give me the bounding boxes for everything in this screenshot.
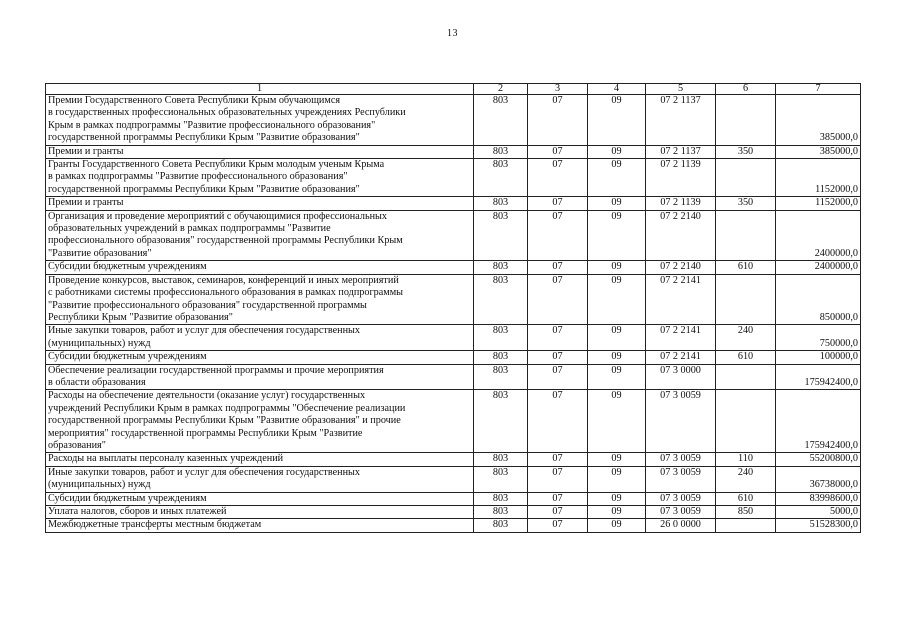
expense-name-line: Организация и проведение мероприятий с обучающимися профессиональных [48, 210, 387, 222]
expense-type-cell: 350 [716, 145, 776, 158]
expense-type-cell: 850 [716, 506, 776, 519]
section-code-cell: 07 [528, 261, 588, 274]
expense-type-cell: 240 [716, 466, 776, 492]
expense-name-cell [46, 159, 474, 197]
amount-cell: 385000,0 [776, 95, 861, 146]
section-code-cell: 07 [528, 95, 588, 146]
expense-name-cell [46, 453, 474, 466]
amount-cell: 1152000,0 [776, 159, 861, 197]
target-article-cell: 07 2 1139 [646, 197, 716, 210]
column-header: 2 [474, 84, 528, 95]
expense-type-cell [716, 390, 776, 453]
subsection-code-cell: 09 [588, 145, 646, 158]
expense-type-cell: 610 [716, 492, 776, 505]
expense-name-line: Республики Крым "Развитие образования" [48, 311, 233, 323]
amount-cell: 83998600,0 [776, 492, 861, 505]
amount-cell: 175942400,0 [776, 390, 861, 453]
administrator-code-cell: 803 [474, 364, 528, 390]
amount-cell: 5000,0 [776, 506, 861, 519]
amount-cell: 385000,0 [776, 145, 861, 158]
administrator-code-cell: 803 [474, 197, 528, 210]
column-header: 6 [716, 84, 776, 95]
administrator-code-cell: 803 [474, 261, 528, 274]
subsection-code-cell: 09 [588, 210, 646, 261]
target-article-cell: 07 2 1139 [646, 159, 716, 197]
amount-cell: 850000,0 [776, 274, 861, 325]
expense-name-cell [46, 466, 474, 492]
section-code-cell: 07 [528, 159, 588, 197]
table-row [46, 274, 861, 325]
section-code-cell: 07 [528, 274, 588, 325]
table-row [46, 506, 861, 519]
subsection-code-cell: 09 [588, 466, 646, 492]
section-code-cell: 07 [528, 145, 588, 158]
expense-name-cell [46, 492, 474, 505]
expense-name-line: Премии и гранты [48, 145, 124, 157]
column-header: 3 [528, 84, 588, 95]
column-header: 7 [776, 84, 861, 95]
expense-type-cell [716, 95, 776, 146]
administrator-code-cell: 803 [474, 351, 528, 364]
target-article-cell: 07 3 0059 [646, 492, 716, 505]
table-row [46, 351, 861, 364]
section-code-cell: 07 [528, 351, 588, 364]
subsection-code-cell: 09 [588, 159, 646, 197]
expense-name-cell [46, 145, 474, 158]
table-row [46, 519, 861, 532]
table-row [46, 364, 861, 390]
expense-name-line: Субсидии бюджетным учреждениям [48, 261, 207, 273]
section-code-cell: 07 [528, 492, 588, 505]
amount-cell: 1152000,0 [776, 197, 861, 210]
expense-name-line: образования" [48, 439, 106, 451]
target-article-cell: 07 2 2141 [646, 274, 716, 325]
expense-type-cell: 350 [716, 197, 776, 210]
expense-name-line: Межбюджетные трансферты местным бюджетам [48, 519, 262, 531]
amount-cell: 51528300,0 [776, 519, 861, 532]
target-article-cell: 26 0 0000 [646, 519, 716, 532]
amount-cell: 55200800,0 [776, 453, 861, 466]
target-article-cell: 07 3 0059 [646, 453, 716, 466]
section-code-cell: 07 [528, 364, 588, 390]
expense-name-line: в области образования [48, 376, 146, 388]
amount-cell: 100000,0 [776, 351, 861, 364]
expense-type-cell [716, 210, 776, 261]
target-article-cell: 07 3 0059 [646, 466, 716, 492]
target-article-cell: 07 3 0059 [646, 390, 716, 453]
expense-name-cell [46, 325, 474, 351]
administrator-code-cell: 803 [474, 519, 528, 532]
expense-name-cell [46, 519, 474, 532]
subsection-code-cell: 09 [588, 274, 646, 325]
subsection-code-cell: 09 [588, 261, 646, 274]
target-article-cell: 07 2 2140 [646, 261, 716, 274]
table-header-row [46, 84, 861, 95]
expense-type-cell: 610 [716, 351, 776, 364]
expense-name-line: "Развитие образования" [48, 247, 152, 259]
table-row [46, 453, 861, 466]
administrator-code-cell: 803 [474, 145, 528, 158]
amount-cell: 36738000,0 [776, 466, 861, 492]
column-header: 1 [46, 84, 474, 95]
expense-name-line: с работниками системы профессионального образования в рамках подпрограммы [48, 287, 404, 299]
expense-name-line: государственной программы Республики Крым "Развитие образования" и прочие [48, 415, 401, 427]
target-article-cell: 07 3 0000 [646, 364, 716, 390]
administrator-code-cell: 803 [474, 95, 528, 146]
administrator-code-cell: 803 [474, 325, 528, 351]
administrator-code-cell: 803 [474, 390, 528, 453]
administrator-code-cell: 803 [474, 492, 528, 505]
amount-cell: 2400000,0 [776, 261, 861, 274]
column-header: 4 [588, 84, 646, 95]
section-code-cell: 07 [528, 506, 588, 519]
expense-name-line: государственной программы Республики Крым "Развитие образования" [48, 132, 360, 144]
subsection-code-cell: 09 [588, 390, 646, 453]
administrator-code-cell: 803 [474, 210, 528, 261]
expense-type-cell: 110 [716, 453, 776, 466]
expense-name-cell [46, 274, 474, 325]
target-article-cell: 07 2 2141 [646, 325, 716, 351]
expense-type-cell: 240 [716, 325, 776, 351]
expense-type-cell [716, 519, 776, 532]
expense-name-cell [46, 390, 474, 453]
expense-name-line: Гранты Государственного Совета Республики Крым молодым ученым Крыма [48, 159, 385, 171]
expense-name-line: государственной программы Республики Крым "Развитие образования" [48, 183, 360, 195]
table-row [46, 197, 861, 210]
section-code-cell: 07 [528, 390, 588, 453]
expense-type-cell [716, 159, 776, 197]
expense-name-line: Расходы на выплаты персоналу казенных учреждений [48, 453, 284, 465]
expense-name-line: мероприятия" государственной программы Республики Крым "Развитие [48, 427, 363, 439]
amount-cell: 175942400,0 [776, 364, 861, 390]
table-row [46, 492, 861, 505]
expense-name-line: Премии и гранты [48, 197, 124, 209]
expense-name-line: в государственных профессиональных образовательных учреждениях Республики [48, 107, 406, 119]
section-code-cell: 07 [528, 210, 588, 261]
expense-type-cell [716, 274, 776, 325]
subsection-code-cell: 09 [588, 351, 646, 364]
administrator-code-cell: 803 [474, 159, 528, 197]
administrator-code-cell: 803 [474, 453, 528, 466]
expense-name-line: (муниципальных) нужд [48, 479, 151, 491]
target-article-cell: 07 2 2140 [646, 210, 716, 261]
expense-name-line: Обеспечение реализации государственной программы и прочие мероприятия [48, 364, 384, 376]
subsection-code-cell: 09 [588, 519, 646, 532]
expense-name-line: Субсидии бюджетным учреждениям [48, 351, 207, 363]
section-code-cell: 07 [528, 453, 588, 466]
table-row [46, 261, 861, 274]
administrator-code-cell: 803 [474, 274, 528, 325]
expense-name-line: профессионального образования" государственной программы Республики Крым [48, 235, 403, 247]
target-article-cell: 07 3 0059 [646, 506, 716, 519]
section-code-cell: 07 [528, 519, 588, 532]
section-code-cell: 07 [528, 325, 588, 351]
section-code-cell: 07 [528, 197, 588, 210]
table-row [46, 466, 861, 492]
expense-name-line: учреждений Республики Крым в рамках подпрограммы "Обеспечение реализации [48, 402, 406, 414]
expense-name-line: Расходы на обеспечение деятельности (оказание услуг) государственных [48, 390, 366, 402]
expense-name-line: Иные закупки товаров, работ и услуг для обеспечения государственных [48, 466, 360, 478]
table-row [46, 159, 861, 197]
expense-name-cell [46, 364, 474, 390]
expense-name-line: образовательных учреждений в рамках подпрограммы "Развитие [48, 223, 331, 235]
section-code-cell: 07 [528, 466, 588, 492]
amount-cell: 750000,0 [776, 325, 861, 351]
page-number: 13 [447, 28, 458, 39]
administrator-code-cell: 803 [474, 466, 528, 492]
table-row [46, 390, 861, 453]
target-article-cell: 07 2 2141 [646, 351, 716, 364]
expense-name-line: (муниципальных) нужд [48, 337, 151, 349]
expense-name-line: в рамках подпрограммы "Развитие профессионального образования" [48, 171, 348, 183]
target-article-cell: 07 2 1137 [646, 145, 716, 158]
expense-name-line: Премии Государственного Совета Республики Крым обучающимся [48, 95, 341, 106]
subsection-code-cell: 09 [588, 453, 646, 466]
expense-name-cell [46, 351, 474, 364]
expense-name-cell [46, 197, 474, 210]
expense-name-line: Крым в рамках подпрограммы "Развитие профессионального образования" [48, 119, 376, 131]
expense-name-line: Проведение конкурсов, выставок, семинаров, конференций и иных мероприятий [48, 274, 399, 286]
table-row [46, 210, 861, 261]
administrator-code-cell: 803 [474, 506, 528, 519]
expense-name-line: Субсидии бюджетным учреждениям [48, 492, 207, 504]
expense-name-line: Уплата налогов, сборов и иных платежей [48, 506, 227, 517]
expense-type-cell: 610 [716, 261, 776, 274]
table-row [46, 145, 861, 158]
expense-name-cell [46, 95, 474, 146]
subsection-code-cell: 09 [588, 325, 646, 351]
expense-name-line: "Развитие профессионального образования" государственной программы [48, 299, 367, 311]
subsection-code-cell: 09 [588, 506, 646, 519]
expense-name-cell [46, 506, 474, 519]
subsection-code-cell: 09 [588, 364, 646, 390]
budget-table [45, 83, 861, 533]
expense-name-line: Иные закупки товаров, работ и услуг для обеспечения государственных [48, 325, 360, 337]
expense-name-cell [46, 261, 474, 274]
table-row [46, 325, 861, 351]
subsection-code-cell: 09 [588, 197, 646, 210]
table-row [46, 95, 861, 146]
expense-name-cell [46, 210, 474, 261]
subsection-code-cell: 09 [588, 492, 646, 505]
target-article-cell: 07 2 1137 [646, 95, 716, 146]
subsection-code-cell: 09 [588, 95, 646, 146]
amount-cell: 2400000,0 [776, 210, 861, 261]
expense-type-cell [716, 364, 776, 390]
column-header: 5 [646, 84, 716, 95]
